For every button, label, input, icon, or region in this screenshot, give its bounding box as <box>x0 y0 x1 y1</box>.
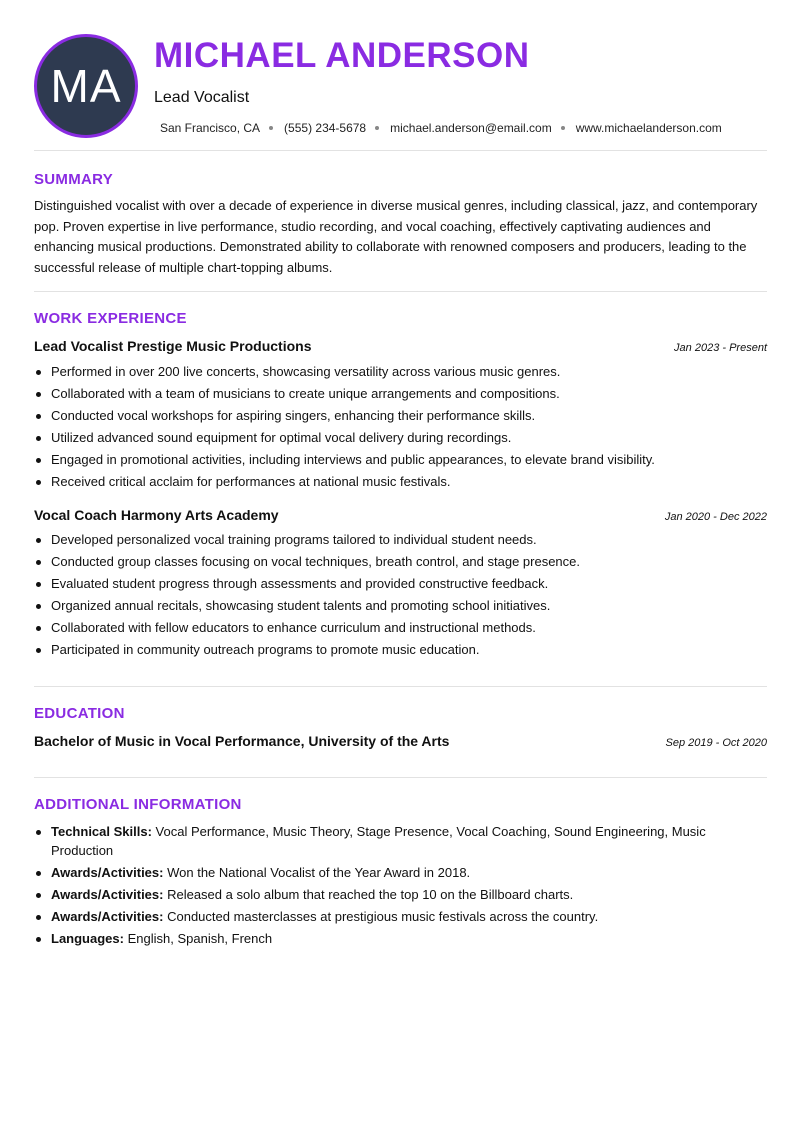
list-item <box>34 929 767 948</box>
list-item: Participated in community outreach programs to promote music education. <box>34 639 767 661</box>
item-label: Awards/Activities: <box>51 887 164 902</box>
item-label: Languages: <box>51 931 124 946</box>
list-item: Engaged in promotional activities, including interviews and public appearances, to elevate brand visibility. <box>34 449 767 471</box>
education-dates: Sep 2019 - Oct 2020 <box>665 737 767 749</box>
list-item: Collaborated with fellow educators to enhance curriculum and instructional methods. <box>34 617 767 639</box>
education-heading: EDUCATION <box>34 705 125 722</box>
job-bullet-list <box>34 529 767 661</box>
job-header <box>34 338 767 354</box>
item-text: Won the National Vocalist of the Year Award in 2018. <box>167 865 471 880</box>
avatar-initials: MA <box>50 60 122 112</box>
list-item <box>34 885 767 904</box>
item-label: Awards/Activities: <box>51 909 164 924</box>
contact-location: San Francisco, CA <box>160 121 261 135</box>
list-item: Evaluated student progress through assessments and provided constructive feedback. <box>34 573 767 595</box>
job-dates: Jan 2020 - Dec 2022 <box>664 511 767 523</box>
list-item: Received critical acclaim for performances at national music festivals. <box>34 471 767 493</box>
additional-heading: ADDITIONAL INFORMATION <box>34 796 242 813</box>
list-item: Collaborated with a team of musicians to create unique arrangements and compositions. <box>34 383 767 405</box>
contact-website[interactable]: www.michaelanderson.com <box>575 121 722 135</box>
item-text: Conducted masterclasses at prestigious music festivals across the country. <box>167 909 599 924</box>
item-text: English, Spanish, French <box>127 931 273 946</box>
avatar <box>34 34 138 138</box>
list-item <box>34 822 767 860</box>
contact-phone[interactable]: (555) 234-5678 <box>284 121 367 135</box>
summary-heading: SUMMARY <box>34 171 114 188</box>
divider <box>34 686 767 687</box>
list-item: Utilized advanced sound equipment for optimal vocal delivery during recordings. <box>34 427 767 449</box>
contact-email[interactable]: michael.anderson@email.com <box>390 121 552 135</box>
list-item: Conducted group classes focusing on vocal techniques, breath control, and stage presence. <box>34 551 767 573</box>
candidate-title: Lead Vocalist <box>154 89 250 106</box>
separator-dot <box>269 126 273 130</box>
separator-dot <box>375 126 379 130</box>
additional-list <box>34 822 767 951</box>
list-item: Organized annual recitals, showcasing student talents and promoting school initiatives. <box>34 595 767 617</box>
job-bullet-list <box>34 361 767 493</box>
list-item <box>34 907 767 926</box>
job-role: Vocal Coach Harmony Arts Academy <box>34 507 279 523</box>
item-label: Technical Skills: <box>51 824 152 839</box>
divider <box>34 777 767 778</box>
degree: Bachelor of Music in Vocal Performance, University of the Arts <box>34 733 450 749</box>
divider <box>34 291 767 292</box>
item-text: Released a solo album that reached the top 10 on the Billboard charts. <box>167 887 574 902</box>
separator-dot <box>561 126 565 130</box>
list-item: Conducted vocal workshops for aspiring singers, enhancing their performance skills. <box>34 405 767 427</box>
job-header <box>34 507 767 523</box>
experience-heading: WORK EXPERIENCE <box>34 310 187 327</box>
candidate-name: MICHAEL ANDERSON <box>154 36 530 75</box>
education-entry <box>34 733 767 749</box>
item-label: Awards/Activities: <box>51 865 164 880</box>
job-dates: Jan 2023 - Present <box>674 342 767 354</box>
list-item: Developed personalized vocal training programs tailored to individual student needs. <box>34 529 767 551</box>
item-text: Vocal Performance, Music Theory, Stage Presence, Vocal Coaching, Sound Engineering, Music Production <box>51 824 706 858</box>
divider <box>34 150 767 151</box>
summary-text: Distinguished vocalist with over a decade of experience in diverse musical genres, including classical, jazz, and contemporary pop. Proven expertise in live performance, studio recording, and vocal coaching, effectively captivating audiences and enhancing musical productions. Demonstrated ability to collaborate with renowned composers and producers, leading to the successful release of multiple chart-topping albums. <box>34 198 758 275</box>
job-role: Lead Vocalist Prestige Music Productions <box>34 338 312 354</box>
contact-line <box>160 121 722 135</box>
list-item: Performed in over 200 live concerts, showcasing versatility across various music genres. <box>34 361 767 383</box>
list-item <box>34 863 767 882</box>
